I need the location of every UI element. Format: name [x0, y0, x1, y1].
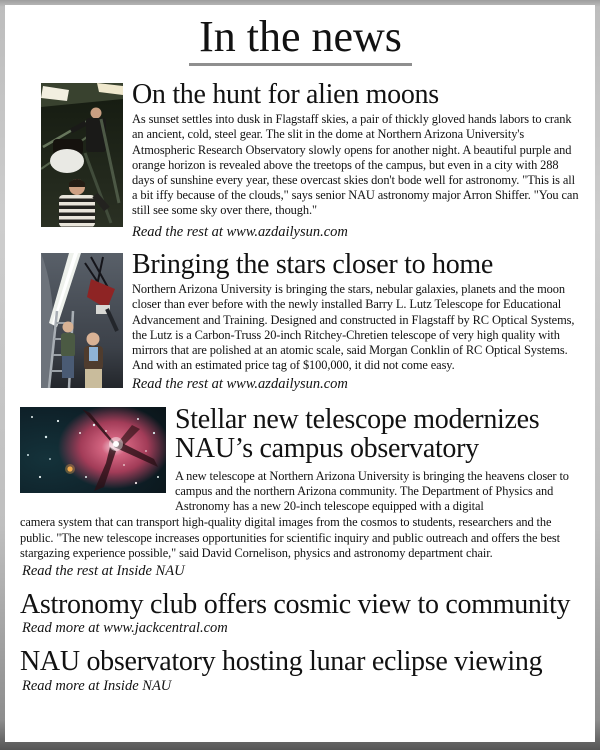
- page-title-wrap: [20, 13, 581, 66]
- article-photo-dome-telescope: [41, 253, 123, 388]
- article-photo-observatory-night: [41, 83, 123, 227]
- article-body: Northern Arizona University is bringing the stars, nebular galaxies, planets and the moon closer than ever before with the newly installed Barry L. Lutz Telescope for Educational Advancement and Training. Designed and constructed in Flagstaff by RC Optical Systems, the Lutz is a Carbon-Truss 20-inch Ritchey-Chretien telescope of very high quality with mirrors that are polished at an atomic scale, said Morgan Conklin of RC Optical Systems. And with an estimated price tag of $100,000, it did not come easy.: [132, 282, 575, 373]
- page-title: In the news: [189, 13, 412, 66]
- read-more-link[interactable]: Read more at www.jackcentral.com: [22, 620, 228, 637]
- article-text-col: [123, 80, 581, 241]
- article-photo-trifid-nebula: [20, 407, 166, 493]
- brief-heading: NAU observatory hosting lunar eclipse viewing: [20, 646, 543, 678]
- article-text-col: [123, 250, 581, 393]
- article-text-col: [166, 405, 581, 515]
- article-body-below: camera system that can transport high-quality digital images from the cosmos to students, researchers and the public. "The new telescope increases opportunities for scientific inquiry and public outreach and offers the best stargazing experience possible," said David Cornelison, physics and astronomy department chair.: [20, 515, 560, 560]
- article-alien-moons: [20, 80, 581, 241]
- article-heading: Bringing the stars closer to home: [132, 248, 494, 280]
- article-stars-closer: [20, 250, 581, 393]
- news-page: [5, 5, 595, 742]
- read-more-link[interactable]: Read the rest at Inside NAU: [22, 563, 185, 580]
- brief-lunar-eclipse: [20, 647, 581, 694]
- read-more-link[interactable]: Read the rest at www.azdailysun.com: [132, 223, 348, 240]
- article-heading: On the hunt for alien moons: [132, 78, 439, 110]
- article-body-beside: A new telescope at Northern Arizona University is bringing the heavens closer to campus and the northern Arizona community. The Department of Physics and Astronomy has a new 20-inch telescope equipped with a digital: [175, 468, 569, 514]
- article-heading-line2: NAU’s campus observatory: [175, 433, 479, 465]
- article-heading: [175, 405, 581, 464]
- article-body: As sunset settles into dusk in Flagstaff skies, a pair of thickly gloved hands labors to crank an ancient, cold, steel gear. The slit in the dome at Northern Arizona University's Atmospheric Research Observatory slowly opens for another night. A beautiful purple and orange horizon is revealed above the treetops of the campus, but even in a city with 288 days of sunshine every year, these overcast skies don't bode well for astronomy. "This is all a bit iffy because of the clouds," says senior NAU astronomy major Arron Shiffer. "You can still see some sky over there, though.": [132, 112, 579, 218]
- article-top-row: [20, 405, 581, 515]
- brief-astronomy-club: [20, 590, 581, 637]
- article-new-telescope: [20, 405, 581, 581]
- article-heading-line1: Stellar new telescope modernizes: [175, 403, 540, 435]
- read-more-link[interactable]: Read the rest at www.azdailysun.com: [132, 375, 348, 392]
- brief-heading: Astronomy club offers cosmic view to community: [20, 589, 571, 621]
- read-more-link[interactable]: Read more at Inside NAU: [22, 677, 172, 694]
